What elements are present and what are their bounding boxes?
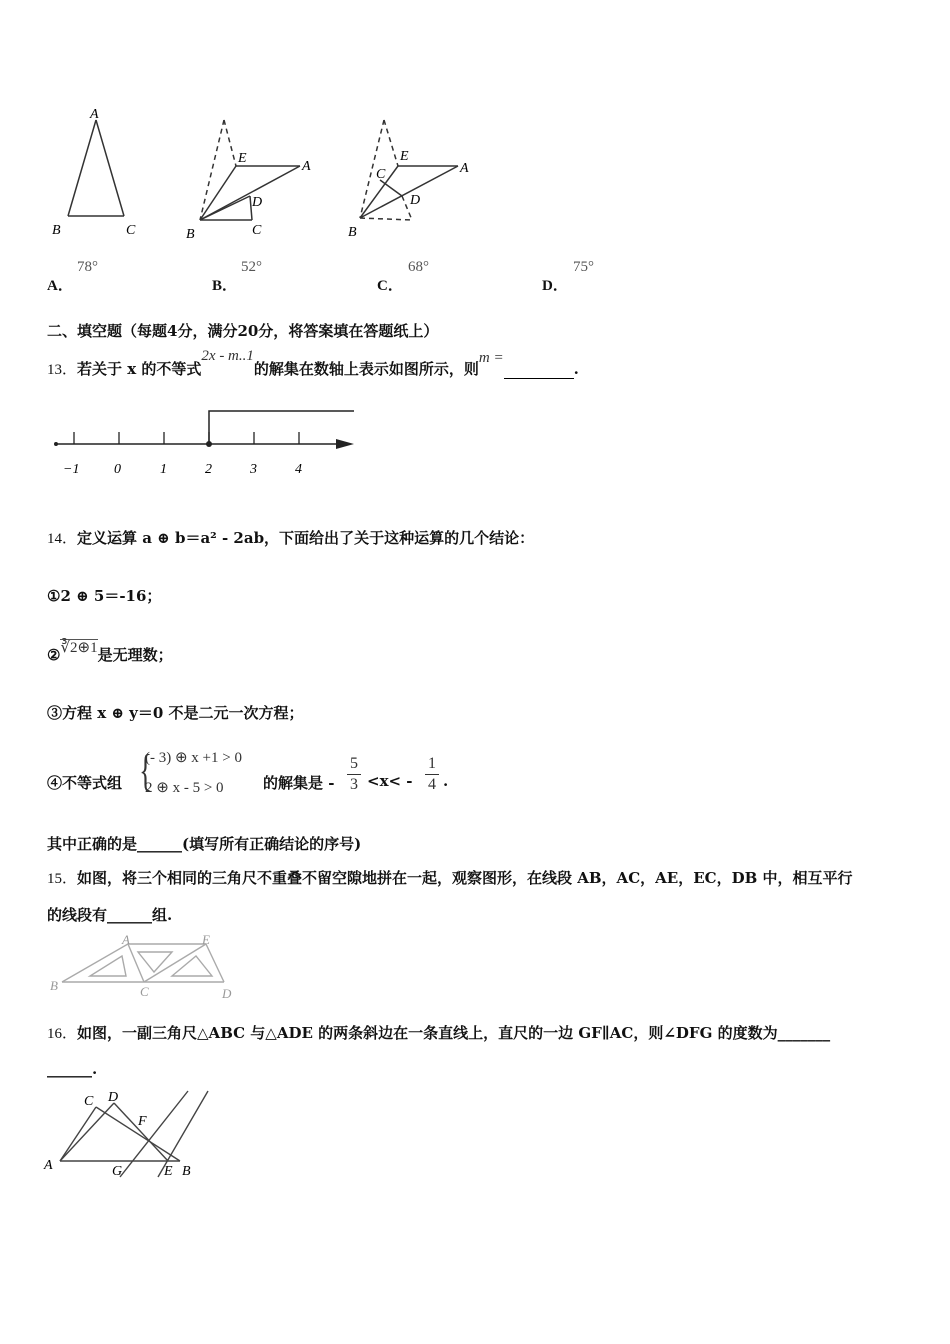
q16-label-a: A — [44, 1158, 53, 1173]
q12-right-label-e: E — [400, 149, 409, 164]
q16-label-g: G — [112, 1164, 123, 1179]
q15-text-1: 如图，将三个相同的三角尺不重叠不留空隙地拼在一起，观察图形，在线段 AB，AC，AE，EC，DB 中，相互平行 — [77, 869, 853, 887]
option-d-value: 75° — [573, 259, 594, 275]
q13-text-a: 若关于 x 的不等式 — [77, 360, 202, 378]
q16-label-e: E — [164, 1164, 173, 1179]
fraction-5-3 — [347, 754, 361, 795]
option-a-letter: A． — [47, 278, 73, 294]
option-c-letter: C． — [377, 278, 403, 294]
q14-c4-mid: 的解集是 - — [263, 774, 335, 792]
option-d-letter: D． — [542, 278, 568, 294]
q14-c4-end: . — [443, 772, 449, 790]
frac2-num: 1 — [428, 755, 436, 772]
q16-label-f: F — [138, 1114, 147, 1129]
option-a-value: 78° — [77, 259, 98, 275]
q12-label-c: C — [126, 223, 136, 238]
q12-figure — [40, 100, 500, 250]
system-brace: { — [139, 746, 152, 795]
q12-mid-label-b: B — [186, 227, 195, 242]
axis-tick-1: 1 — [160, 462, 167, 477]
frac1-den: 3 — [347, 774, 361, 795]
q14-conclusion-2: ②∛2⊕1是无理数； — [47, 640, 173, 664]
option-c-value: 68° — [408, 259, 429, 275]
q14-conclusion-1: ①2 ⊕ 5＝‑16； — [47, 587, 162, 605]
q15-label-e: E — [202, 932, 210, 947]
q14-c4-line1: (- 3) ⊕ x +1 > 0 — [145, 750, 242, 766]
q12-right-label-d: D — [410, 193, 421, 208]
q16-label-d: D — [108, 1090, 119, 1105]
q15-label-a: A — [122, 932, 130, 947]
q15-line2: 的线段有______组. — [47, 906, 173, 924]
q13-question — [47, 348, 579, 379]
q12-label-b: B — [52, 223, 61, 238]
q12-right-label-c: C — [376, 167, 386, 182]
q13-answer-blank — [504, 360, 574, 379]
q12-label-a: A — [90, 107, 99, 122]
option-b-letter: B． — [212, 278, 238, 294]
frac1-num: 5 — [350, 755, 358, 772]
q16-label-c: C — [84, 1094, 94, 1109]
q14-footer: 其中正确的是______(填写所有正确结论的序号) — [47, 835, 362, 853]
q14-c4-lt: <x< - — [367, 772, 413, 790]
q14-question — [47, 527, 534, 548]
fraction-1-4 — [425, 754, 439, 795]
q13-number: 13． — [47, 362, 78, 378]
q16-line1 — [47, 1022, 830, 1043]
q16-text-1: 如图，一副三角尺△ABC 与△ADE 的两条斜边在一条直线上，直尺的一边 GF∥AC，则∠DFG 的度数为_______ — [77, 1024, 831, 1042]
q14-c2-text: 是无理数； — [97, 646, 173, 664]
q14-c4-prefix: ④不等式组 — [47, 774, 123, 792]
axis-tick--1: −1 — [63, 462, 80, 477]
q12-right-label-a: A — [460, 161, 469, 176]
q15-figure — [46, 932, 236, 1002]
q13-m-expr: m = — [478, 350, 504, 366]
q15-number: 15． — [47, 871, 78, 887]
q16-figure — [40, 1085, 220, 1180]
q13-end: . — [573, 360, 579, 378]
q16-line2: ______. — [47, 1060, 98, 1078]
q12-mid-label-e: E — [238, 151, 247, 166]
frac2-den: 4 — [425, 774, 439, 795]
section-heading: 二、填空题（每题4分，满分20分，将答案填在答题纸上） — [47, 322, 439, 340]
q12-mid-label-c: C — [252, 223, 262, 238]
q14-c2-expr: ∛2⊕1 — [60, 640, 98, 656]
option-b-value: 52° — [241, 259, 262, 275]
axis-tick-3: 3 — [250, 462, 257, 477]
q12-mid-label-d: D — [252, 195, 263, 210]
q15-label-d: D — [222, 986, 232, 1001]
q12-folded-figure-b — [200, 120, 300, 220]
axis-tick-4: 4 — [295, 462, 302, 477]
q12-mid-label-a: A — [302, 159, 311, 174]
q13-text-b: 的解集在数轴上表示如图所示，则 — [253, 360, 479, 378]
q15-line1 — [47, 867, 853, 888]
q16-number: 16． — [47, 1026, 78, 1042]
axis-tick-2: 2 — [205, 462, 212, 477]
solution-bracket — [209, 411, 354, 444]
axis-tick-0: 0 — [114, 462, 121, 477]
q15-label-c: C — [140, 984, 149, 999]
q12-folded-figure-c — [360, 120, 458, 220]
q14-conclusion-3: ③方程 x ⊕ y＝0 不是二元一次方程； — [47, 704, 304, 722]
q16-label-b: B — [182, 1164, 191, 1179]
number-line — [50, 400, 370, 485]
q13-inequality: 2x - m..1 — [201, 348, 254, 364]
q14-number: 14． — [47, 531, 78, 547]
q12-right-label-b: B — [348, 225, 357, 240]
q15-label-b: B — [50, 978, 58, 993]
q14-c4-line2: 2 ⊕ x - 5 > 0 — [145, 780, 224, 796]
q14-text: 定义运算 a ⊕ b＝a² ‑ 2ab，下面给出了关于这种运算的几个结论： — [77, 529, 535, 547]
q12-triangle-abc — [68, 120, 124, 216]
